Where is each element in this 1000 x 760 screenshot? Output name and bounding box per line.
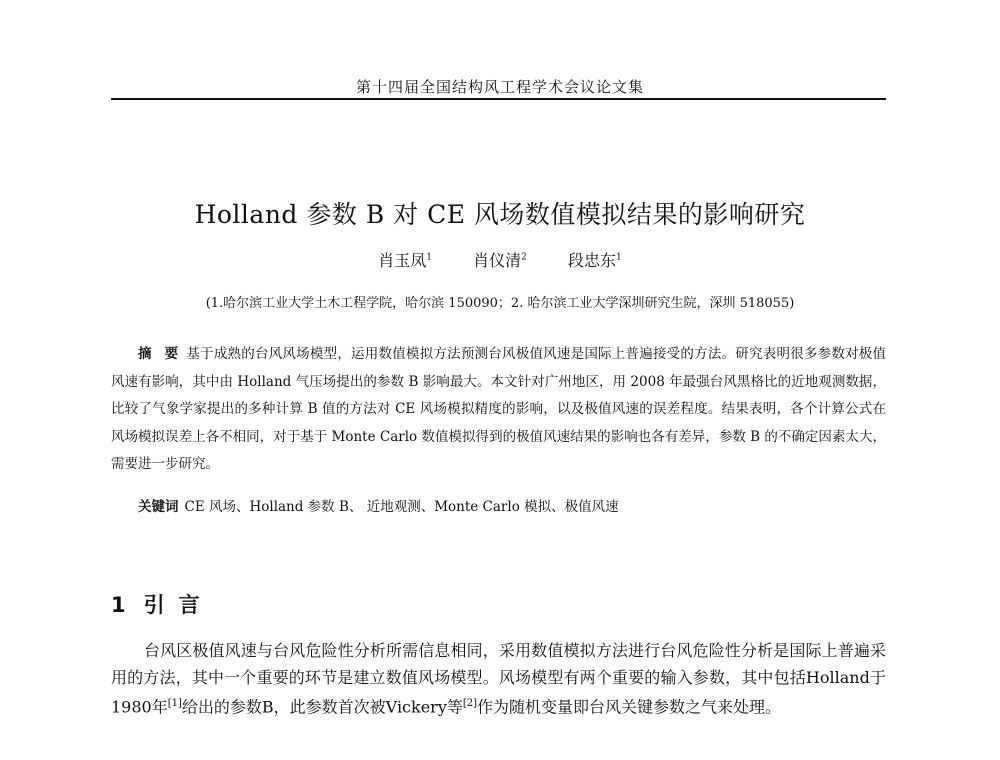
author-name: 肖仪清 [473,251,522,270]
abstract-text: 基于成熟的台风风场模型，运用数值模拟方法预测台风极值风速是国际上普遍接受的方法。研究表明很多参数对极值风速有影响，其中由 Holland 气压场提出的参数 B 影响最大。本文针对广州地区，用 2008 年最强台风黑格比的近地观测数据，比较了气象学家提出的多种计算 B 值的方法对 CE 风场模拟精度的影响，以及极值风速的误差程度。结果表明，各个计算公式在风场模拟误差上各不相同，对于基于 Monte Carlo 数值模拟得到的极值风速结果的影响也各有差异，参数 B 的不确定因素太大，需要进一步研究。 [111,346,887,472]
section-title: 引言 [143,593,214,617]
paper-title: Holland 参数 B 对 CE 风场数值模拟结果的影响研究 [194,200,806,229]
intro-text-3: 作为随机变量即台风关键参数之气来处理。 [477,697,782,717]
section-number: 1 [111,593,126,617]
author-2 [473,248,527,271]
author-list [0,248,1000,271]
citation-ref-1: [1] [167,698,182,709]
author-name: 段忠东 [567,251,616,270]
author-affiliation-mark: 1 [426,252,433,263]
intro-text-1: 台风区极值风速与台风危险性分析所需信息相同，采用数值模拟方法进行台风危险性分析是国际上普遍采用的方法，其中一个重要的环节是建立数值风场模型。风场模型有两个重要的输入参数，其中包括Holland于1980年 [111,641,886,717]
author-3 [568,248,622,271]
citation-ref-2: [2] [462,698,478,709]
intro-text-2: 给出的参数B，此参数首次被Vickery等 [181,697,463,717]
abstract [111,341,886,479]
author-name: 肖玉凤 [378,251,427,270]
header-rule [111,98,886,100]
abstract-label: 摘 要 [138,346,183,362]
running-header: 第十四届全国结构风工程学术会议论文集 [355,78,644,96]
author-affiliation-mark: 2 [521,252,527,263]
keywords-text: CE 风场、Holland 参数 B、 近地观测、Monte Carlo 模拟、极值风速 [184,499,619,515]
affiliation: (1.哈尔滨工业大学土木工程学院，哈尔滨 150090；2. 哈尔滨工业大学深圳研究生院，深圳 518055) [205,296,795,311]
author-affiliation-mark: 1 [615,252,622,263]
section-heading [111,589,214,619]
intro-paragraph [111,638,886,721]
keywords-label: 关键词 [138,499,179,515]
author-1 [378,248,432,271]
keywords [138,495,888,515]
